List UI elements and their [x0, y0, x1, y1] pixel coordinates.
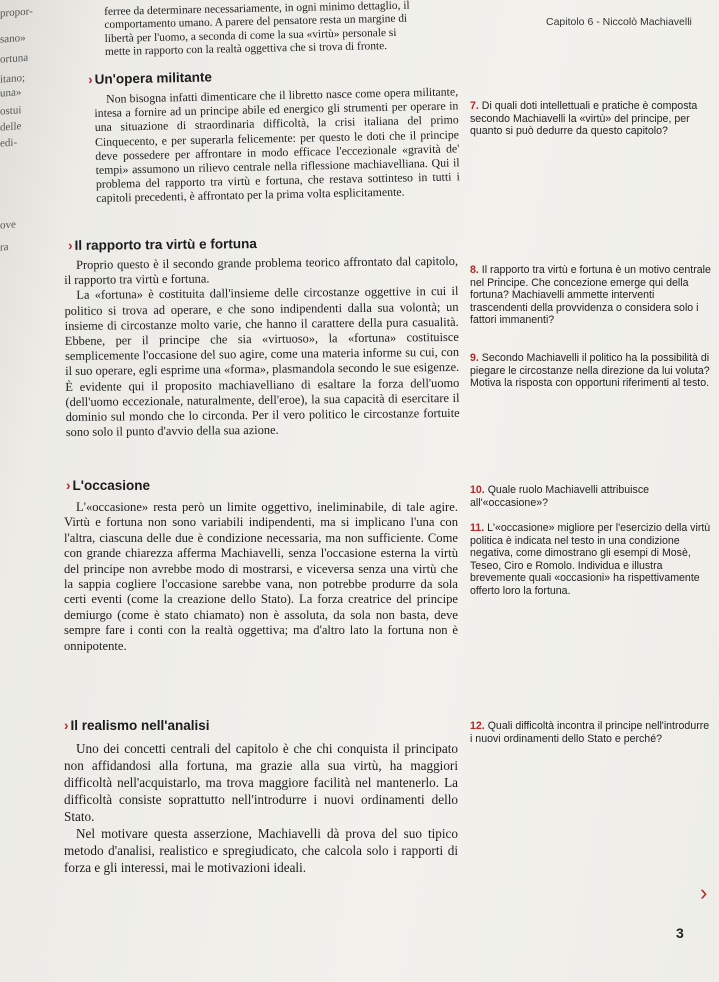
paragraph: Nel motivare questa asserzione, Machiavelli dà prova del suo tipico metodo d'analisi, realistico e spregiudicato, che calcola solo i rapporti di forza e gli interessi, mai le motivazioni ideali. — [64, 826, 458, 875]
margin-fragment: ove — [0, 218, 16, 232]
note-number: 8. — [470, 264, 479, 276]
note-text: Quale ruolo Machiavelli attribuisce all'«occasione»? — [470, 484, 650, 509]
section-title-occasione: › L'occasione — [66, 478, 150, 493]
margin-fragment: sano» — [0, 31, 26, 46]
page-number: 3 — [676, 925, 684, 941]
section-title-virtu-fortuna: › Il rapporto tra virtù e fortuna — [68, 236, 257, 253]
margin-fragment: ostui — [0, 104, 22, 118]
sidenote-9 — [470, 352, 712, 396]
note-text: Quali difficoltà incontra il principe nell'introdurre i nuovi ordinamenti dello Stato e perché? — [470, 720, 710, 745]
note-number: 10. — [470, 484, 485, 496]
sidenote-12 — [470, 720, 712, 751]
section-body-realismo — [64, 740, 458, 876]
note-number: 11. — [470, 522, 485, 534]
margin-fragment: edi- — [0, 136, 18, 150]
section-body-militante — [94, 84, 460, 205]
margin-fragment: propor- — [0, 5, 33, 20]
note-number: 9. — [470, 352, 479, 364]
text-line: ferree da determinare necessariamente, in ogni minimo dettaglio, il — [104, 0, 410, 18]
margin-fragment: una» — [0, 86, 22, 100]
section-title-militante: › Un'opera militante — [88, 69, 213, 87]
margin-fragment: ortuna — [0, 51, 29, 66]
sidenote-11 — [470, 522, 712, 604]
note-text: Di quali doti intellettuali e pratiche è composta secondo Machiavelli la «virtù» del principe, per quanto si può dedurre da questo capitolo? — [470, 100, 698, 138]
chevron-right-icon: › — [66, 478, 71, 493]
note-text: Secondo Machiavelli il politico ha la possibilità di piegare le circostanze nella direzione da lui voluta? Motiva la risposta con opportuni riferimenti al testo. — [470, 352, 710, 390]
note-number: 7. — [470, 100, 479, 112]
chevron-right-icon: › — [700, 880, 708, 905]
paragraph: Proprio questo è il secondo grande problema teorico affrontato dal capitolo, il rapporto tra virtù e fortuna. — [64, 253, 459, 288]
margin-fragment: itano; — [0, 71, 26, 86]
continuation-text — [104, 0, 449, 60]
paragraph: La «fortuna» è costituita dall'insieme delle circostanze oggettive in cui il politico si trova ad operare, e che sono indipendenti dalla sua volontà; un insieme di circostanze molto varie, che hanno il carattere della pura casualità. Ebbene, per il principe che sia «virtuoso», la «fortuna» costituisce semplicemente l'occasione del suo agire, come una materia informe su cui, con il suo operare, egli esprime una «forma», plasmandola secondo le sue esigenze. È evidente qui il proposito machiavelliano di esaltare la forza dell'uomo (dell'uomo eccezionale, naturalmente, dell'eroe), la sua capacità di esercitare il dominio sul mondo che lo circonda. Per il vero politico le circostanze fortuite sono solo il punto d'avvio della sua azione. — [64, 284, 460, 440]
section-title-realismo: › Il realismo nell'analisi — [64, 718, 210, 733]
chevron-right-icon: › — [64, 718, 69, 733]
left-margin-fragments — [0, 4, 48, 253]
section-body-occasione — [64, 500, 458, 654]
text-line: mette in rapporto con la realtà oggettiva che si trova di fronte. — [104, 40, 388, 59]
text-line: libertà per l'uomo, a seconda di come la sua «virtù» personale si — [104, 26, 397, 45]
paragraph: L'«occasione» resta però un limite oggettivo, ineliminabile, di tale agire. Virtù e fortuna non sono variabili indipendenti, ma si implicano l'una con l'altra, ciascuna delle due è condizione necessaria, ma non sufficiente. Come con grande chiarezza afferma Machiavelli, senza l'occasione esterna la virtù del principe non avrebbe modo di mostrarsi, e viceversa senza una virtù che la sappia cogliere l'occasione sarebbe vana, non potrebbe produrre da sola certi eventi (come la creazione dello Stato). La forza creatrice del principe demiurgo (come è stato chiamato) non è assoluta, da sola non basta, deve sempre fare i conti con la realtà oggettiva; ma d'altro lato la fortuna non è onnipotente. — [64, 500, 458, 653]
sidenote-10 — [470, 484, 712, 515]
paragraph: Non bisogna infatti dimenticare che il libretto nasce come opera militante, intesa a fornire ad un principe abile ed energico gli strumenti per operare in una situazione di straordinaria difficoltà, la crisi italiana del primo Cinquecento, e per superarla felicemente: per questo le doti che il principe deve possedere per affrontare in modo efficace l'eccezionale «gravità de' tempi» assumono un rilievo centrale nella riflessione machiavelliana. Qui il problema del rapporto tra virtù e fortuna, che restava sottinteso in tutti i capitoli precedenti, è affrontato per la prima volta esplicitamente. — [94, 84, 460, 206]
sidenote-8 — [470, 264, 712, 333]
chapter-header: Capitolo 6 - Niccolò Machiavelli — [546, 16, 692, 28]
note-text: Il rapporto tra virtù e fortuna è un motivo centrale nel Principe. Che concezione emerge qui della fortuna? Machiavelli ammette interventi trascendenti della provvidenza o considera solo i fattori immanenti? — [470, 264, 711, 327]
paragraph: Uno dei concetti centrali del capitolo è che chi conquista il principato non affidandosi alla fortuna, ma grazie alla sua virtù, ha maggiori difficoltà nell'acquistarlo, ma trova maggiore facilità nel mantenerlo. La difficoltà consiste soprattutto nell'introdurre i nuovi ordinamenti dello Stato. — [64, 741, 458, 824]
margin-fragment: ra — [0, 241, 9, 254]
chevron-right-icon: › — [88, 71, 93, 87]
chevron-right-icon: › — [68, 237, 73, 253]
margin-fragment: delle — [0, 120, 22, 134]
note-text: L'«occasione» migliore per l'esercizio della virtù politica è indicata nel testo in una condizione negativa, come dimostrano gli esempi di Mosè, Teseo, Ciro e Romolo. Individua e illustra brevemente quali «occasioni» ha rispettivamente offerto loro la fortuna. — [470, 522, 711, 597]
sidenote-7 — [470, 100, 712, 144]
section-body-virtu-fortuna — [64, 254, 460, 441]
text-line: comportamento umano. A parere del pensatore resta un margine di — [104, 13, 408, 32]
note-number: 12. — [470, 720, 485, 732]
